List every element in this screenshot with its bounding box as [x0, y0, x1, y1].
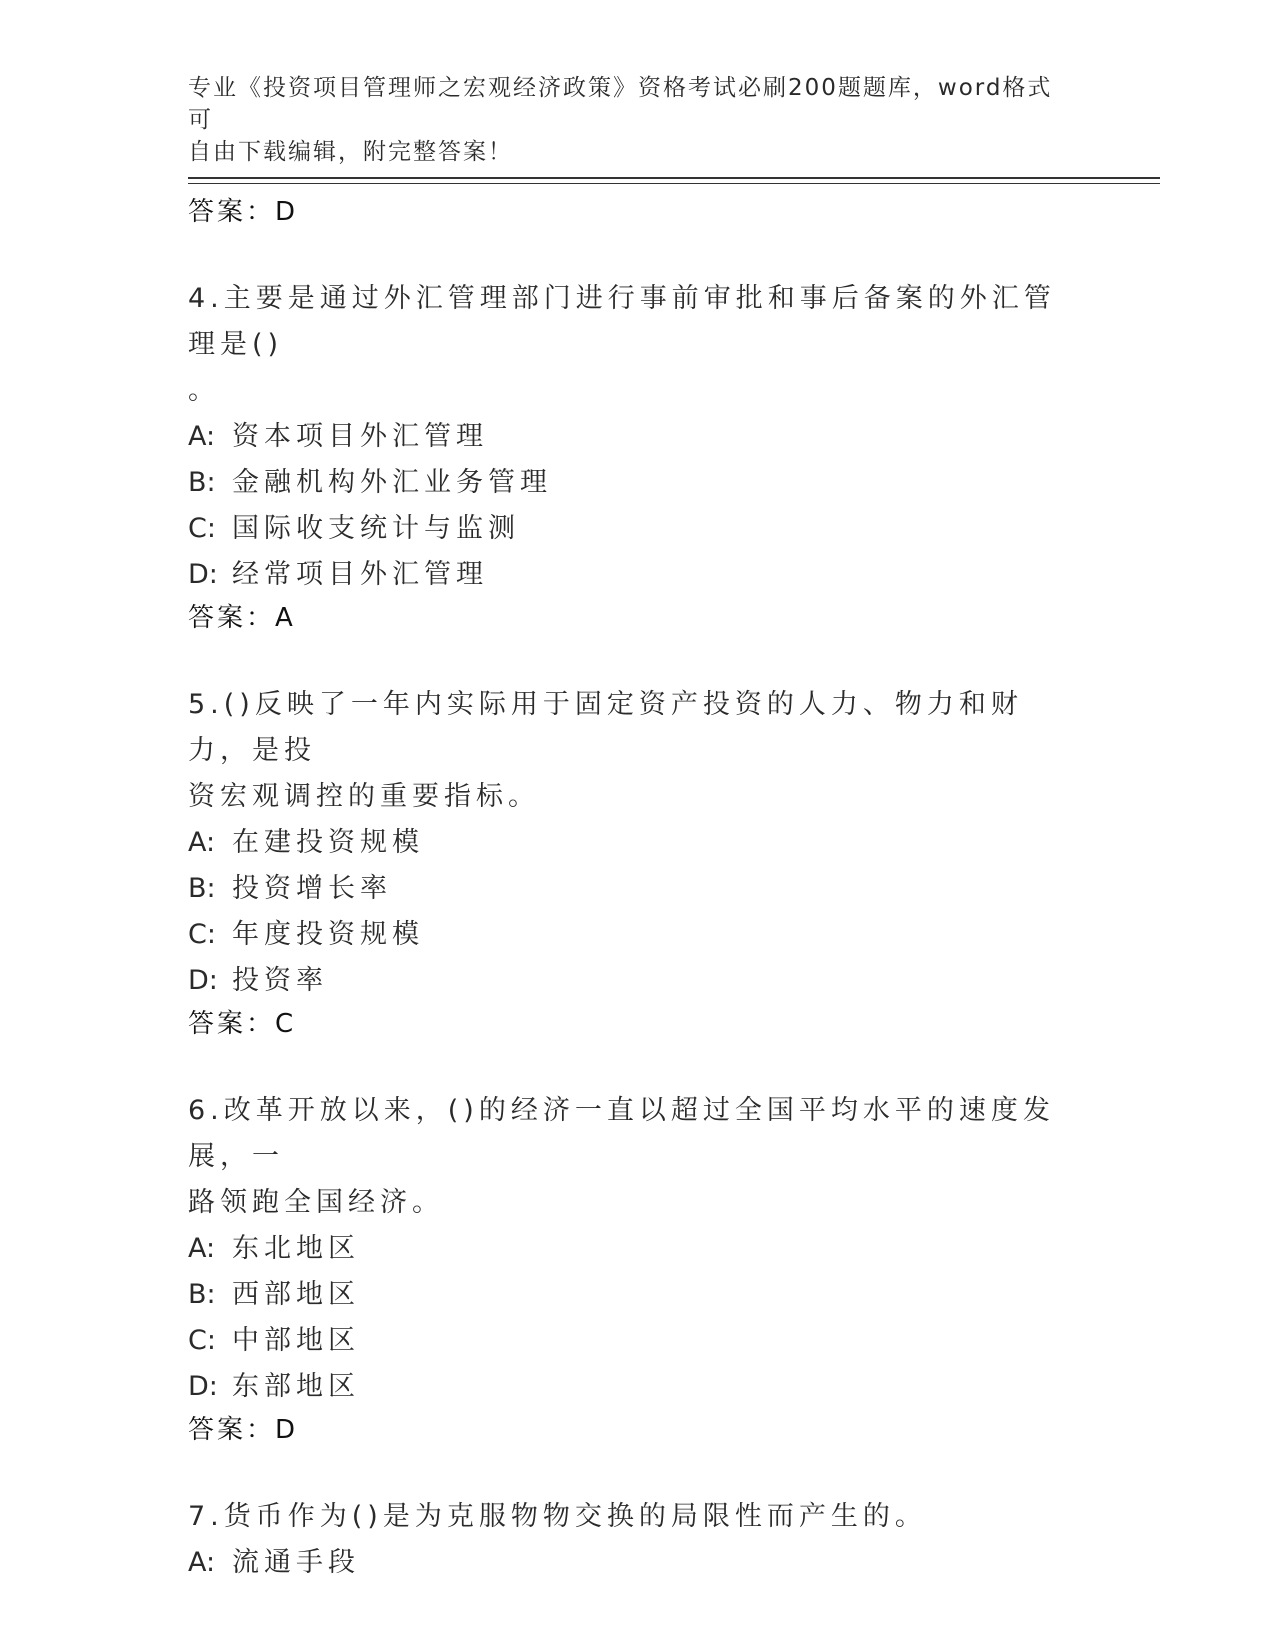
option-letter: B: [188, 1279, 216, 1310]
option-text: 中部地区 [232, 1325, 360, 1356]
option-a [188, 1226, 1068, 1272]
question-block-4 [188, 276, 1068, 638]
option-text: 东部地区 [232, 1371, 360, 1402]
option-text: 年度投资规模 [232, 919, 424, 950]
option-letter: A: [188, 827, 216, 858]
option-letter: D: [188, 965, 218, 996]
option-d [188, 552, 1068, 598]
page-header [188, 72, 1068, 168]
option-text: 国际收支统计与监测 [232, 513, 520, 544]
option-letter: B: [188, 873, 216, 904]
option-letter: A: [188, 1233, 216, 1264]
answer-line: 答案：D [188, 197, 299, 227]
option-text: 资本项目外汇管理 [232, 421, 488, 452]
option-letter: C: [188, 919, 216, 950]
option-text: 在建投资规模 [232, 827, 424, 858]
option-text: 流通手段 [232, 1547, 360, 1578]
option-c [188, 1318, 1068, 1364]
option-d [188, 1364, 1068, 1410]
option-d [188, 958, 1068, 1004]
spacer [188, 1450, 1068, 1494]
option-text: 东北地区 [232, 1233, 360, 1264]
question-text-continued: 。 [188, 375, 220, 406]
option-letter: D: [188, 559, 218, 590]
option-text: 金融机构外汇业务管理 [232, 467, 552, 498]
option-b [188, 866, 1068, 912]
option-text: 经常项目外汇管理 [232, 559, 488, 590]
question-block-7 [188, 1494, 1068, 1586]
header-divider-thick [188, 177, 1160, 179]
question-block-5 [188, 682, 1068, 1044]
option-c [188, 912, 1068, 958]
answer-line: 答案：C [188, 1009, 297, 1039]
question-block-6 [188, 1088, 1068, 1450]
question-text: 4.主要是通过外汇管理部门进行事前审批和事后备案的外汇管理是() [188, 283, 1056, 360]
option-text: 投资率 [232, 965, 328, 996]
question-text-continued: 资宏观调控的重要指标。 [188, 781, 540, 812]
header-line-2: 自由下载编辑，附完整答案！ [188, 139, 513, 165]
option-text: 投资增长率 [232, 873, 392, 904]
option-a [188, 820, 1068, 866]
answer-line: 答案：D [188, 1415, 299, 1445]
option-b [188, 460, 1068, 506]
question-list [188, 192, 1068, 1586]
option-a [188, 414, 1068, 460]
option-a [188, 1540, 1068, 1586]
option-letter: C: [188, 513, 216, 544]
spacer [188, 1044, 1068, 1088]
header-line-1: 专业《投资项目管理师之宏观经济政策》资格考试必刷200题题库，word格式可 [188, 75, 1053, 133]
question-text: 7.货币作为()是为克服物物交换的局限性而产生的。 [188, 1501, 927, 1532]
option-letter: D: [188, 1371, 218, 1402]
option-letter: C: [188, 1325, 216, 1356]
option-letter: B: [188, 467, 216, 498]
option-text: 西部地区 [232, 1279, 360, 1310]
spacer [188, 232, 1068, 276]
question-text: 6.改革开放以来，()的经济一直以超过全国平均水平的速度发展，一 [188, 1095, 1055, 1172]
header-divider-thin [188, 183, 1160, 184]
option-c [188, 506, 1068, 552]
option-b [188, 1272, 1068, 1318]
answer-line: 答案：A [188, 603, 296, 633]
option-letter: A: [188, 1547, 216, 1578]
option-letter: A: [188, 421, 216, 452]
spacer [188, 638, 1068, 682]
question-text: 5.()反映了一年内实际用于固定资产投资的人力、物力和财力，是投 [188, 689, 1023, 766]
question-text-continued: 路领跑全国经济。 [188, 1187, 444, 1218]
